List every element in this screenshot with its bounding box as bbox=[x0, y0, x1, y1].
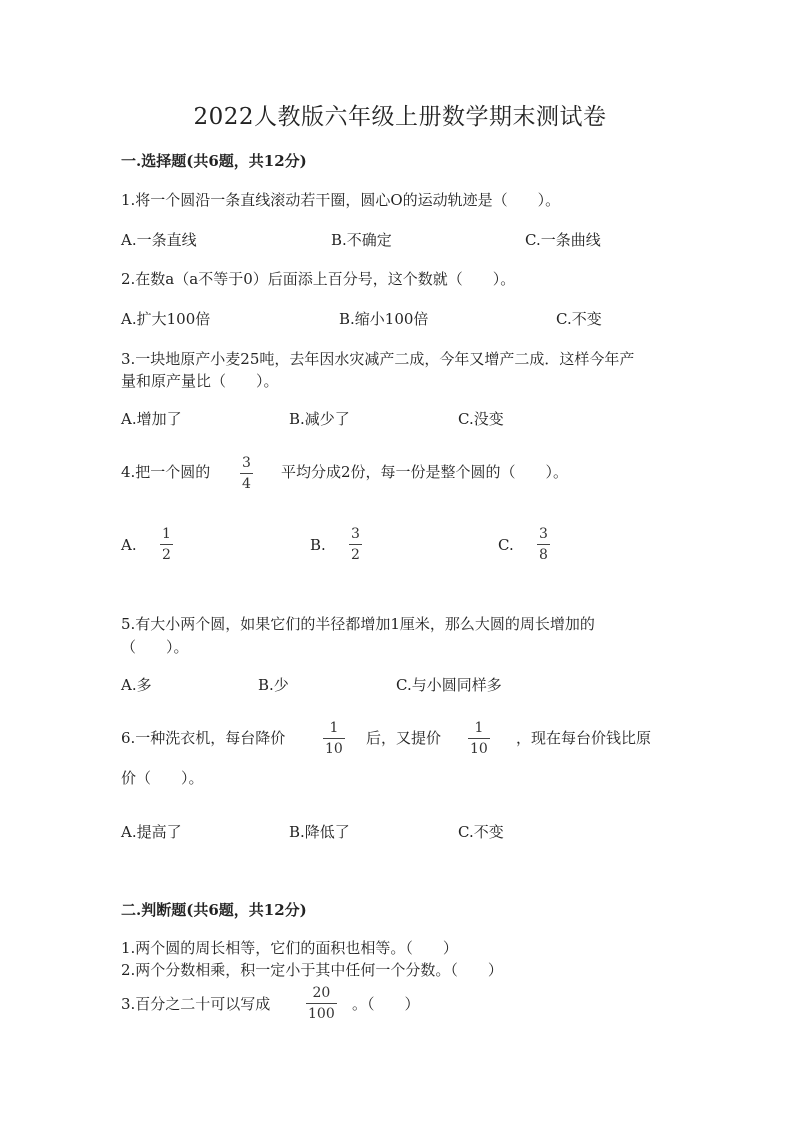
q3-option-b: B.减少了 bbox=[289, 410, 350, 428]
page-title: 2022人教版六年级上册数学期末测试卷 bbox=[193, 104, 607, 130]
q5-option-c: C.与小圆同样多 bbox=[396, 676, 502, 694]
q2-option-b: B.缩小100倍 bbox=[339, 310, 429, 328]
q6-fraction-2 bbox=[468, 721, 490, 756]
question-2-text: 2.在数a（a不等于0）后面添上百分号，这个数就（ ）。 bbox=[121, 270, 516, 288]
question-1-text: 1.将一个圆沿一条直线滚动若干圈，圆心O的运动轨迹是（ ）。 bbox=[121, 191, 561, 209]
fraction-numerator: 3 bbox=[242, 455, 251, 471]
fraction-numerator: 20 bbox=[312, 985, 331, 1001]
question-3-line2: 量和原产量比（ ）。 bbox=[121, 372, 279, 390]
q4-option-b-fraction bbox=[349, 527, 362, 562]
q6-option-c: C.不变 bbox=[458, 823, 504, 841]
fraction-numerator: 1 bbox=[474, 720, 484, 736]
fraction-denominator: 8 bbox=[539, 547, 548, 563]
fraction-numerator: 3 bbox=[539, 526, 548, 542]
fraction-denominator: 100 bbox=[308, 1006, 335, 1022]
fraction-denominator: 2 bbox=[162, 547, 171, 563]
question-4-pre: 4.把一个圆的 bbox=[121, 463, 211, 481]
section-heading-choice: 一.选择题(共6题，共12分) bbox=[121, 152, 307, 170]
q4-option-c: C. bbox=[498, 536, 514, 554]
question-4-post: 平均分成2份，每一份是整个圆的（ ）。 bbox=[281, 463, 569, 481]
fraction-denominator: 2 bbox=[351, 547, 360, 563]
question-6-mid: 后，又提价 bbox=[366, 729, 442, 747]
fraction-numerator: 3 bbox=[351, 526, 360, 542]
q1-option-a: A.一条直线 bbox=[121, 231, 197, 249]
question-5-line1: 5.有大小两个圆，如果它们的半径都增加1厘米，那么大圆的周长增加的 bbox=[121, 615, 595, 633]
q3-option-c: C.没变 bbox=[458, 410, 504, 428]
fraction-numerator: 1 bbox=[329, 720, 339, 736]
question-3-line1: 3.一块地原产小麦25吨，去年因水灾减产二成，今年又增产二成．这样今年产 bbox=[121, 350, 635, 368]
question-6-line2: 价（ ）。 bbox=[121, 769, 204, 787]
fraction-denominator: 10 bbox=[470, 741, 488, 757]
q4-option-b: B. bbox=[310, 536, 326, 554]
q4-option-a-fraction bbox=[160, 527, 173, 562]
judgment-question-1: 1.两个圆的周长相等，它们的面积也相等。（ ） bbox=[121, 939, 458, 957]
q5-option-b: B.少 bbox=[258, 676, 289, 694]
fraction-numerator: 1 bbox=[162, 526, 171, 542]
q6-option-a: A.提高了 bbox=[121, 823, 182, 841]
q5-option-a: A.多 bbox=[121, 676, 152, 694]
section-heading-judgment: 二.判断题(共6题，共12分) bbox=[121, 901, 307, 919]
q4-fraction bbox=[240, 456, 253, 491]
q1-option-b: B.不确定 bbox=[331, 231, 392, 249]
q3-option-a: A.增加了 bbox=[121, 410, 182, 428]
q2-option-c: C.不变 bbox=[556, 310, 602, 328]
judgment-question-3-pre: 3.百分之二十可以写成 bbox=[121, 995, 271, 1013]
q2-option-a: A.扩大100倍 bbox=[121, 310, 211, 328]
question-5-line2: （ ）。 bbox=[121, 638, 189, 656]
judgment-q3-fraction bbox=[306, 986, 337, 1021]
fraction-denominator: 4 bbox=[242, 476, 251, 492]
judgment-question-2: 2.两个分数相乘，积一定小于其中任何一个分数。（ ） bbox=[121, 961, 503, 979]
q6-fraction-1 bbox=[323, 721, 345, 756]
q4-option-a: A. bbox=[121, 536, 137, 554]
q4-option-c-fraction bbox=[537, 527, 550, 562]
fraction-denominator: 10 bbox=[325, 741, 343, 757]
question-6-post: ，现在每台价钱比原 bbox=[516, 729, 652, 747]
q6-option-b: B.降低了 bbox=[289, 823, 350, 841]
question-6-pre: 6.一种洗衣机，每台降价 bbox=[121, 729, 286, 747]
judgment-question-3-post: 。（ ） bbox=[352, 995, 420, 1013]
q1-option-c: C.一条曲线 bbox=[525, 231, 601, 249]
